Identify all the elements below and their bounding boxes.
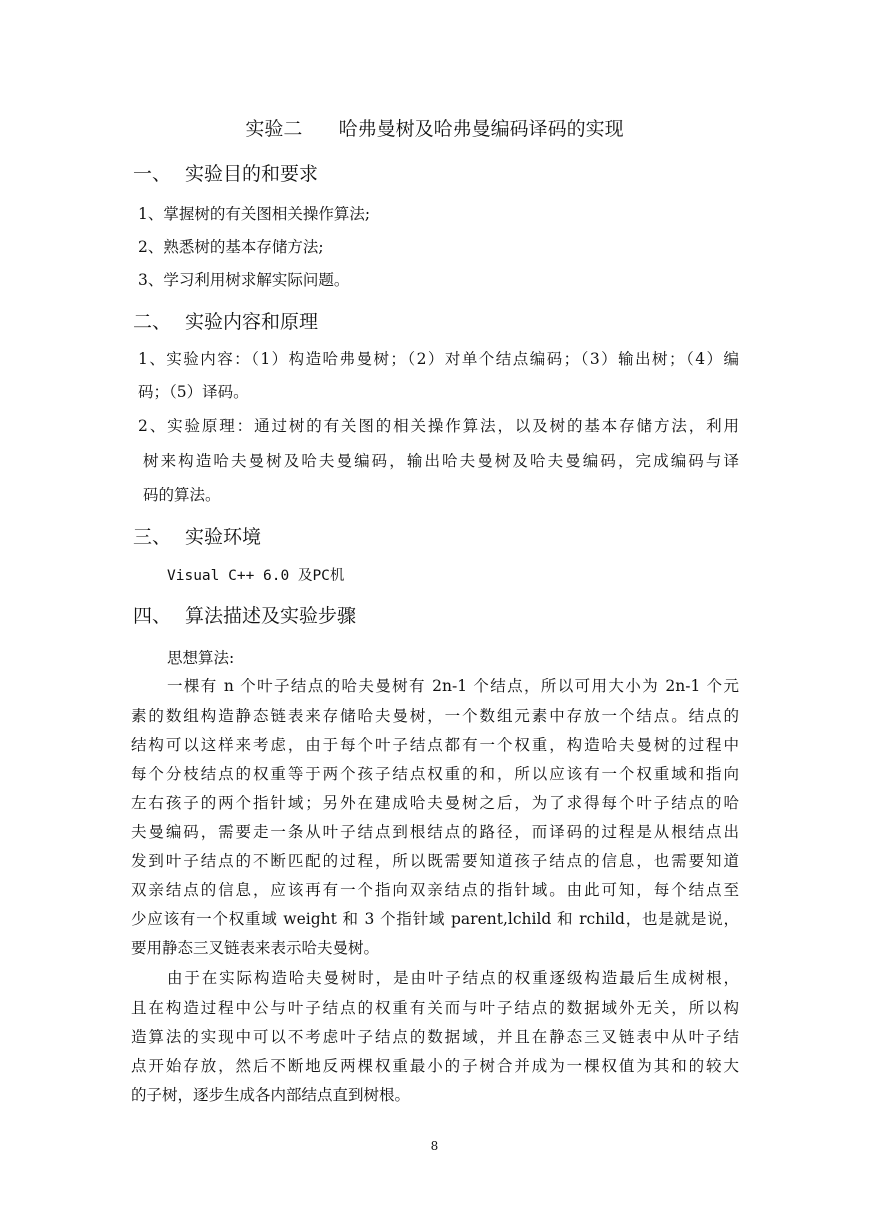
- text-line: 由于在实际构造哈夫曼树时，是由叶子结点的权重逐级构造最后生成树根，: [167, 969, 739, 987]
- text-line: 1、实验内容：（1）构造哈弗曼树；（2）对单个结点编码；（3）输出树；（4）编: [138, 350, 739, 368]
- text-line: 夫曼编码，需要走一条从叶子结点到根结点的路径，而译码的过程是从根结点出: [131, 823, 739, 841]
- text-line: 素的数组构造静态链表来存储哈夫曼树，一个数组元素中存放一个结点。结点的: [131, 707, 739, 725]
- section-heading-1: [133, 161, 318, 187]
- environment-text: Visual C++ 6.0 及PC机: [167, 568, 345, 584]
- section-title: 实验目的和要求: [185, 163, 319, 185]
- section-title: 实验环境: [185, 526, 262, 548]
- text-line: 一棵有 n 个叶子结点的哈夫曼树有 2n-1 个结点，所以可用大小为 2n-1 个元: [167, 677, 739, 695]
- text-line: 2、实验原理：通过树的有关图的相关操作算法，以及树的基本存储方法，利用: [138, 417, 739, 435]
- text-line: 要用静态三叉链表来表示哈夫曼树。: [131, 939, 380, 957]
- text-line: 结构可以这样来考虑，由于每个叶子结点都有一个权重，构造哈夫曼树的过程中: [131, 736, 739, 754]
- page-number: 8: [430, 1139, 439, 1153]
- text-line: 双亲结点的信息，应该再有一个指向双亲结点的指针域。由此可知，每个结点至: [131, 881, 739, 899]
- section-heading-2: [133, 309, 318, 335]
- text-line: 码；（5）译码。: [138, 383, 249, 401]
- text-line: 发到叶子结点的不断匹配的过程，所以既需要知道孩子结点的信息，也需要知道: [131, 852, 739, 870]
- text-line: 造算法的实现中可以不考虑叶子结点的数据域，并且在静态三叉链表中从叶子结: [131, 1028, 739, 1046]
- text-line: 码的算法。: [143, 486, 221, 504]
- text-line: 树来构造哈夫曼树及哈夫曼编码，输出哈夫曼树及哈夫曼编码，完成编码与译: [143, 452, 739, 470]
- subsection-label: 思想算法:: [167, 649, 235, 667]
- section-number: 二、: [133, 311, 172, 333]
- list-item: 2、熟悉树的基本存储方法;: [138, 238, 324, 256]
- text-line: 且在构造过程中公与叶子结点的权重有关而与叶子结点的数据域外无关，所以构: [131, 999, 739, 1017]
- section-heading-3: [133, 524, 261, 550]
- list-item: 1、掌握树的有关图相关操作算法;: [138, 205, 371, 223]
- text-line: 点开始存放，然后不断地反两棵权重最小的子树合并成为一棵权值为其和的较大: [131, 1057, 739, 1075]
- text-line: 少应该有一个权重域 weight 和 3 个指针域 parent,lchild 和 rchild，也是就是说，: [131, 910, 739, 928]
- document-title: 实验二 哈弗曼树及哈弗曼编码译码的实现: [245, 118, 624, 140]
- section-number: 一、: [133, 163, 172, 185]
- list-item: 3、学习利用树求解实际问题。: [138, 271, 350, 289]
- section-title: 算法描述及实验步骤: [185, 605, 357, 627]
- section-heading-4: [133, 603, 356, 629]
- text-line: 每个分枝结点的权重等于两个孩子结点权重的和，所以应该有一个权重域和指向: [131, 765, 739, 783]
- section-title: 实验内容和原理: [185, 311, 319, 333]
- section-number: 四、: [133, 605, 172, 627]
- text-line: 左右孩子的两个指针域；另外在建成哈夫曼树之后，为了求得每个叶子结点的哈: [131, 794, 739, 812]
- section-number: 三、: [133, 526, 172, 548]
- text-line: 的子树，逐步生成各内部结点直到树根。: [131, 1086, 411, 1104]
